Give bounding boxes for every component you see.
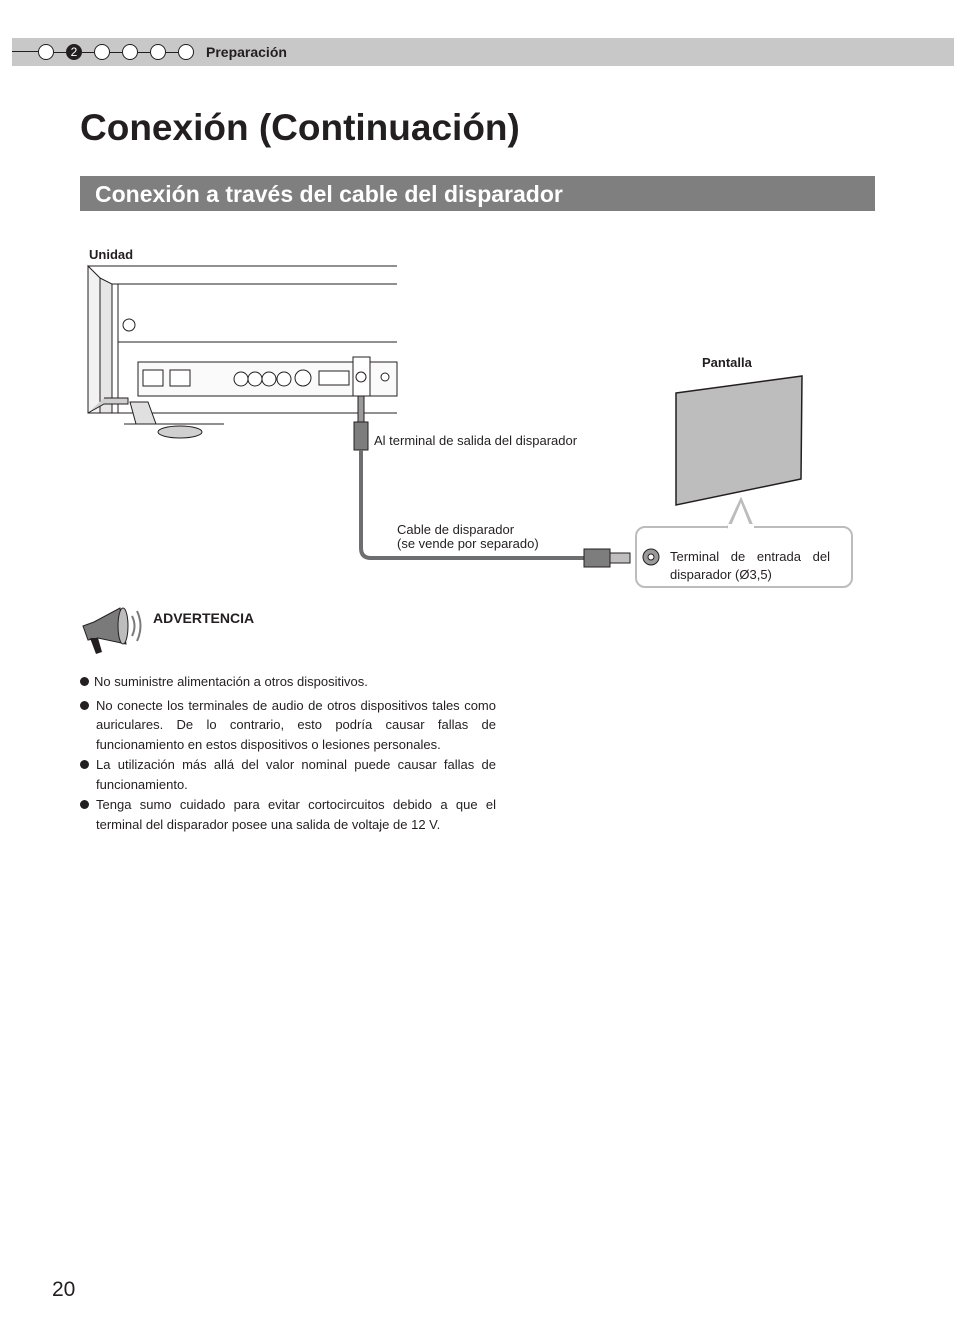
screen-label: Pantalla <box>702 355 752 370</box>
bullet-icon <box>80 760 89 769</box>
bullet-icon <box>80 800 89 809</box>
megaphone-icon <box>80 604 146 656</box>
input-terminal-label: Terminal de entrada del disparador (Ø3,5) <box>670 549 830 582</box>
warning-text: La utilización más allá del valor nominal puede causar fallas de funcionamiento. <box>96 757 496 792</box>
warning-title: ADVERTENCIA <box>153 610 255 626</box>
warning-item <box>80 795 496 834</box>
warning-item <box>80 672 496 692</box>
chapter-step-2-active: 2 <box>66 44 82 60</box>
warning-item <box>80 755 496 794</box>
bullet-icon <box>80 701 89 710</box>
page-title: Conexión (Continuación) <box>80 107 520 148</box>
section-label: Preparación <box>206 44 287 60</box>
cable-label-line2: (se vende por separado) <box>397 536 539 551</box>
unit-label: Unidad <box>89 247 134 262</box>
warning-item <box>80 696 496 755</box>
warning-text: No suministre alimentación a otros dispositivos. <box>94 674 368 689</box>
bullet-icon <box>80 677 89 686</box>
warning-text: Tenga sumo cuidado para evitar cortocircuitos debido a que el terminal del disparador posee una salida de voltaje de 12 V. <box>96 797 496 832</box>
warning-list <box>80 672 496 835</box>
warning-text: No conecte los terminales de audio de otros dispositivos tales como auriculares. De lo contrario, esto podría causar fallas de funcionamiento en estos dispositivos o lesiones personales. <box>96 697 496 752</box>
page-number: 20 <box>52 1278 76 1301</box>
callout-pointer-overlay <box>0 0 954 600</box>
cable-label-line1: Cable de disparador <box>397 522 515 537</box>
output-terminal-label: Al terminal de salida del disparador <box>374 433 578 448</box>
section-subtitle: Conexión a través del cable del disparador <box>95 181 563 207</box>
